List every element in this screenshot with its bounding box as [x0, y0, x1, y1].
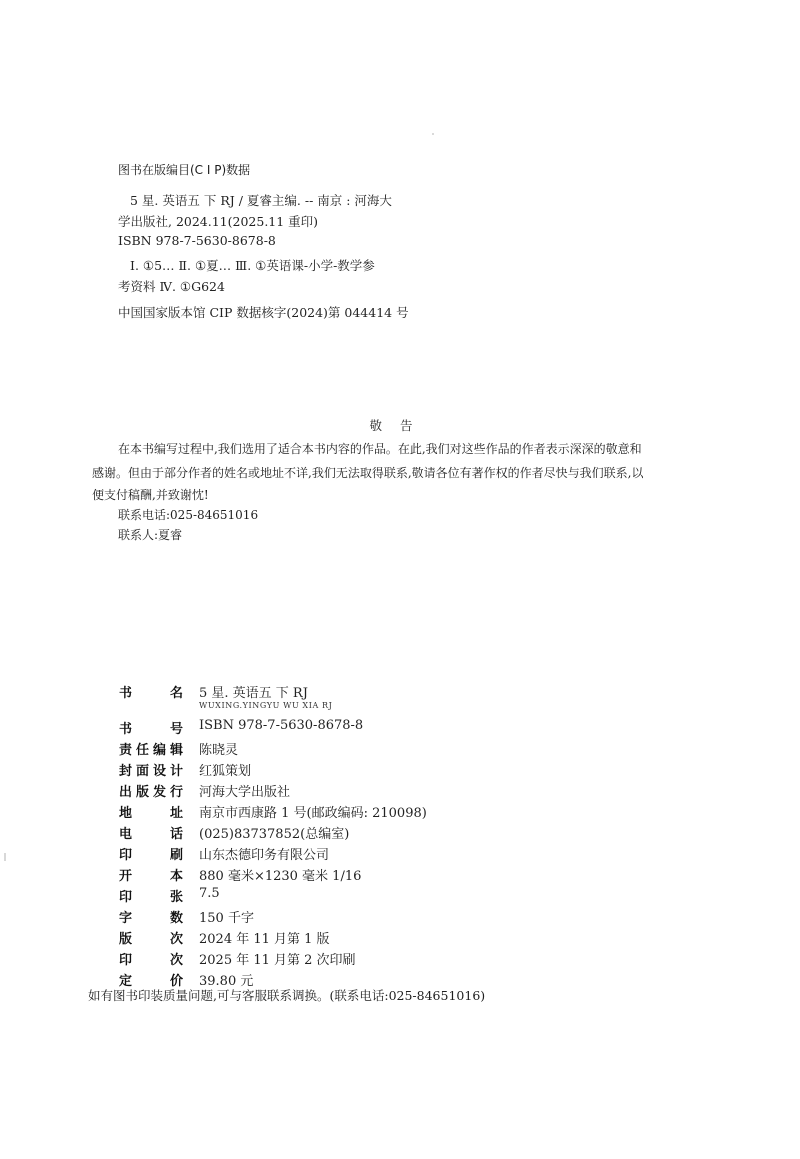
- notice-line-1: 在本书编写过程中,我们选用了适合本书内容的作品。在此,我们对这些作品的作者表示深深的敬意和: [118, 442, 642, 456]
- spec-value: 39.80 元: [199, 974, 254, 989]
- scan-speck: [432, 133, 434, 135]
- cip-line-1: 5 星. 英语五 下 RJ / 夏睿主编. -- 南京 : 河海大: [130, 193, 392, 208]
- cip-record-number: 中国国家版本馆 CIP 数据核字(2024)第 044414 号: [118, 305, 409, 320]
- notice-title: 敬告: [369, 418, 431, 433]
- notice-contact-person: 联系人:夏睿: [118, 528, 183, 542]
- spec-value: 南京市西康路 1 号(邮政编码: 210098): [199, 806, 427, 821]
- spec-value: 山东杰德印务有限公司: [199, 848, 330, 863]
- quality-notice: 如有图书印装质量问题,可与客服联系调换。(联系电话:025-84651016): [88, 988, 486, 1003]
- spec-label: 印刷: [119, 848, 183, 863]
- spec-label: 印次: [119, 953, 183, 968]
- spec-label: 地址: [119, 806, 183, 821]
- spec-value: 2024 年 11 月第 1 版: [199, 932, 330, 947]
- spec-label: 封面设计: [119, 764, 183, 779]
- cip-classification-1: Ⅰ. ①5… Ⅱ. ①夏… Ⅲ. ①英语课-小学-教学参: [130, 258, 375, 273]
- spec-label: 书名: [119, 686, 183, 701]
- spec-value: 红狐策划: [199, 764, 252, 779]
- spec-label: 印张: [119, 890, 183, 905]
- spec-value: 7.5: [199, 886, 220, 901]
- cip-isbn: ISBN 978-7-5630-8678-8: [118, 233, 276, 248]
- spec-label: 开本: [119, 869, 183, 884]
- cip-title: 图书在版编目(C I P)数据: [118, 163, 251, 177]
- spec-value: 河海大学出版社: [199, 785, 291, 800]
- cip-classification-2: 考资料 Ⅳ. ①G624: [118, 279, 225, 294]
- spec-label: 字数: [119, 911, 183, 926]
- spec-value: 5 星. 英语五 下 RJ: [199, 686, 308, 701]
- spec-label: 出版发行: [119, 785, 183, 800]
- notice-line-3: 便支付稿酬,并致谢忱!: [92, 488, 209, 502]
- spec-label: 责任编辑: [119, 743, 183, 758]
- notice-contact-phone: 联系电话:025-84651016: [118, 508, 259, 522]
- spec-label: 定价: [119, 974, 183, 989]
- spec-value: ISBN 978-7-5630-8678-8: [199, 718, 364, 733]
- spec-label: 版次: [119, 932, 183, 947]
- notice-line-2: 感谢。但由于部分作者的姓名或地址不详,我们无法取得联系,敬请各位有著作权的作者尽快与我们联系,以: [92, 466, 644, 480]
- spec-value: (025)83737852(总编室): [199, 827, 350, 842]
- spec-label: 书号: [119, 722, 183, 737]
- spec-value: 陈晓灵: [199, 743, 239, 758]
- spec-value: 150 千字: [199, 911, 254, 926]
- spec-value: 2025 年 11 月第 2 次印刷: [199, 953, 356, 968]
- spec-label: 电话: [119, 827, 183, 842]
- title-pinyin: WUXING.YINGYU WU XIA RJ: [199, 701, 333, 710]
- scan-edge-mark: [4, 853, 6, 861]
- spec-value: 880 毫米×1230 毫米 1/16: [199, 869, 362, 884]
- cip-line-2: 学出版社, 2024.11(2025.11 重印): [118, 214, 319, 229]
